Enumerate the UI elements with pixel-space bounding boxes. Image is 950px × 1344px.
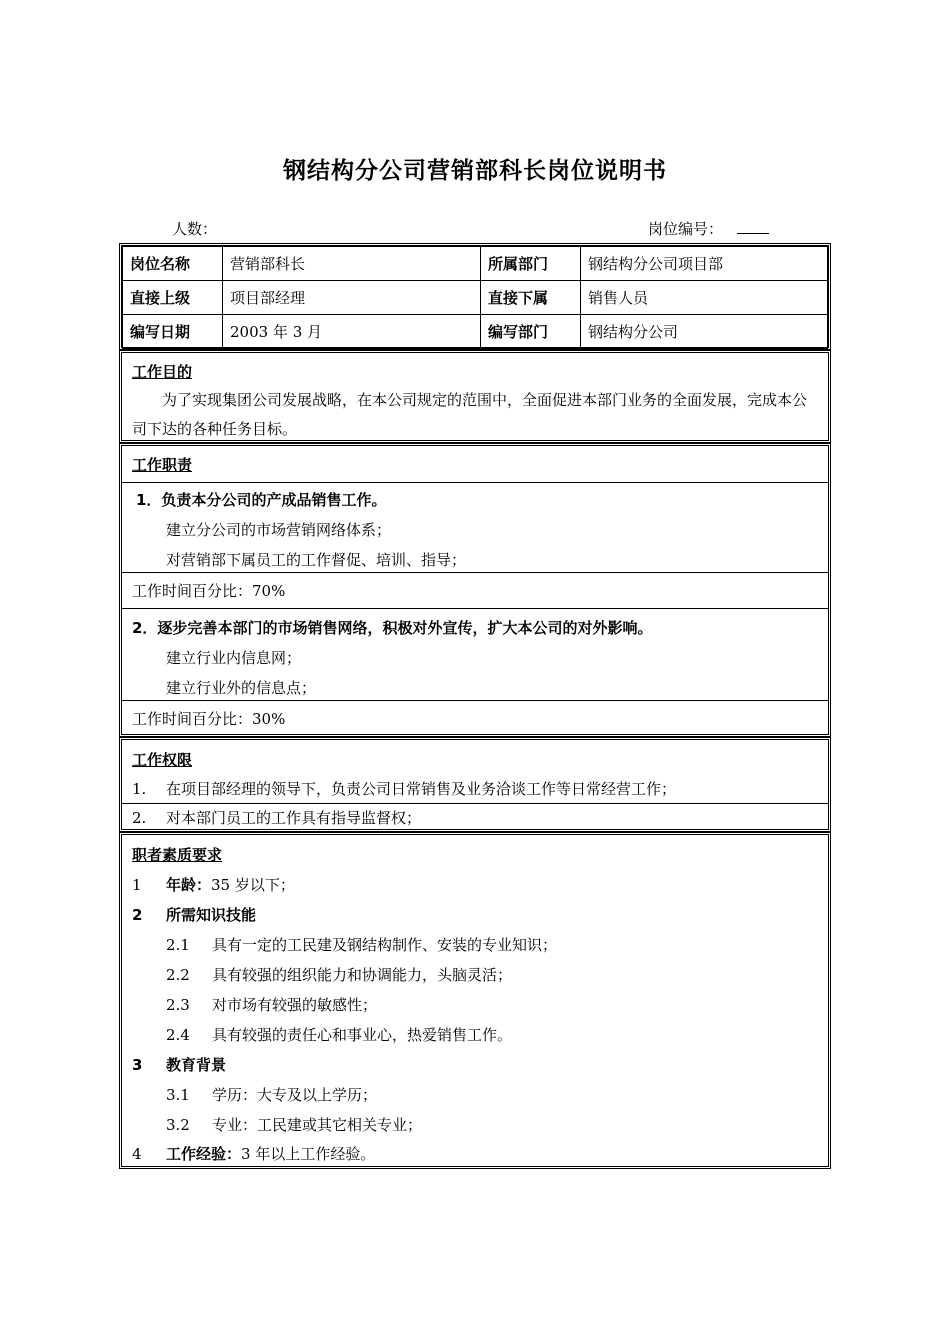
value-direct-subordinate: 销售人员 <box>581 281 828 315</box>
list-item: 3.2 专业：工民建或其它相关专业； <box>166 1116 423 1134</box>
position-number <box>648 218 769 239</box>
list-item: 2.4 具有较强的责任心和事业心，热爱销售工作。 <box>166 1026 513 1044</box>
list-item: 2.2 具有较强的组织能力和协调能力，头脑灵活； <box>166 966 513 984</box>
label-department: 所属部门 <box>481 247 581 281</box>
work-goal-section <box>119 350 831 443</box>
list-item: 1. 在项目部经理的领导下，负责公司日常销售及业务洽谈工作等日常经营工作； <box>132 780 677 798</box>
list-item: 2.3 对市场有较强的敏感性； <box>166 996 378 1014</box>
label-compile-date: 编写日期 <box>123 315 223 349</box>
duty-1-heading: 1．负责本分公司的产成品销售工作。 <box>136 491 387 509</box>
list-item: 对营销部下属员工的工作督促、培训、指导； <box>166 551 467 569</box>
qualification-section <box>119 832 831 1169</box>
position-number-label: 岗位编号： <box>648 220 724 238</box>
authority-title: 工作权限 <box>132 751 193 769</box>
qual-experience: 4 工作经验：3 年以上工作经验。 <box>132 1145 376 1163</box>
info-table <box>122 246 828 349</box>
work-goal-title: 工作目的 <box>132 363 193 381</box>
list-item: 建立行业内信息网； <box>166 649 302 667</box>
list-item: 2. 对本部门员工的工作具有指导监督权； <box>132 809 422 827</box>
document-title: 钢结构分公司营销部科长岗位说明书 <box>283 158 667 184</box>
duty-1-time: 工作时间百分比：70% <box>132 582 286 600</box>
value-compile-department: 钢结构分公司 <box>581 315 828 349</box>
duties-section <box>119 443 831 737</box>
label-position-name: 岗位名称 <box>123 247 223 281</box>
list-item: 建立行业外的信息点； <box>166 679 317 697</box>
position-number-blank <box>737 219 769 234</box>
work-goal-text: 为了实现集团公司发展战略，在本公司规定的范围中，全面促进本部门业务的全面发展，完成本公司下达的各种任务目标。 <box>132 391 808 438</box>
qualification-title: 职者素质要求 <box>132 846 223 864</box>
qual-age: 1 年龄：35 岁以下； <box>132 876 295 894</box>
list-item: 3.1 学历：大专及以上学历； <box>166 1086 378 1104</box>
label-compile-department: 编写部门 <box>481 315 581 349</box>
duty-2-time: 工作时间百分比：30% <box>132 710 286 728</box>
value-position-name: 营销部科长 <box>223 247 481 281</box>
qual-skills: 2 所需知识技能 <box>132 906 257 924</box>
duties-title: 工作职责 <box>132 456 193 474</box>
value-compile-date: 2003 年 3 月 <box>223 315 481 349</box>
label-direct-superior: 直接上级 <box>123 281 223 315</box>
info-table-frame <box>119 243 831 350</box>
value-department: 钢结构分公司项目部 <box>581 247 828 281</box>
label-direct-subordinate: 直接下属 <box>481 281 581 315</box>
authority-section <box>119 737 831 832</box>
duty-2-heading: 2．逐步完善本部门的市场销售网络，积极对外宣传，扩大本公司的对外影响。 <box>132 619 653 637</box>
table-row <box>123 247 828 281</box>
value-direct-superior: 项目部经理 <box>223 281 481 315</box>
table-row <box>123 281 828 315</box>
qual-education: 3 教育背景 <box>132 1056 227 1074</box>
headcount-label: 人数： <box>172 220 218 238</box>
list-item: 建立分公司的市场营销网络体系； <box>166 521 392 539</box>
list-item: 2.1 具有一定的工民建及钢结构制作、安装的专业知识； <box>166 936 558 954</box>
table-row <box>123 315 828 349</box>
